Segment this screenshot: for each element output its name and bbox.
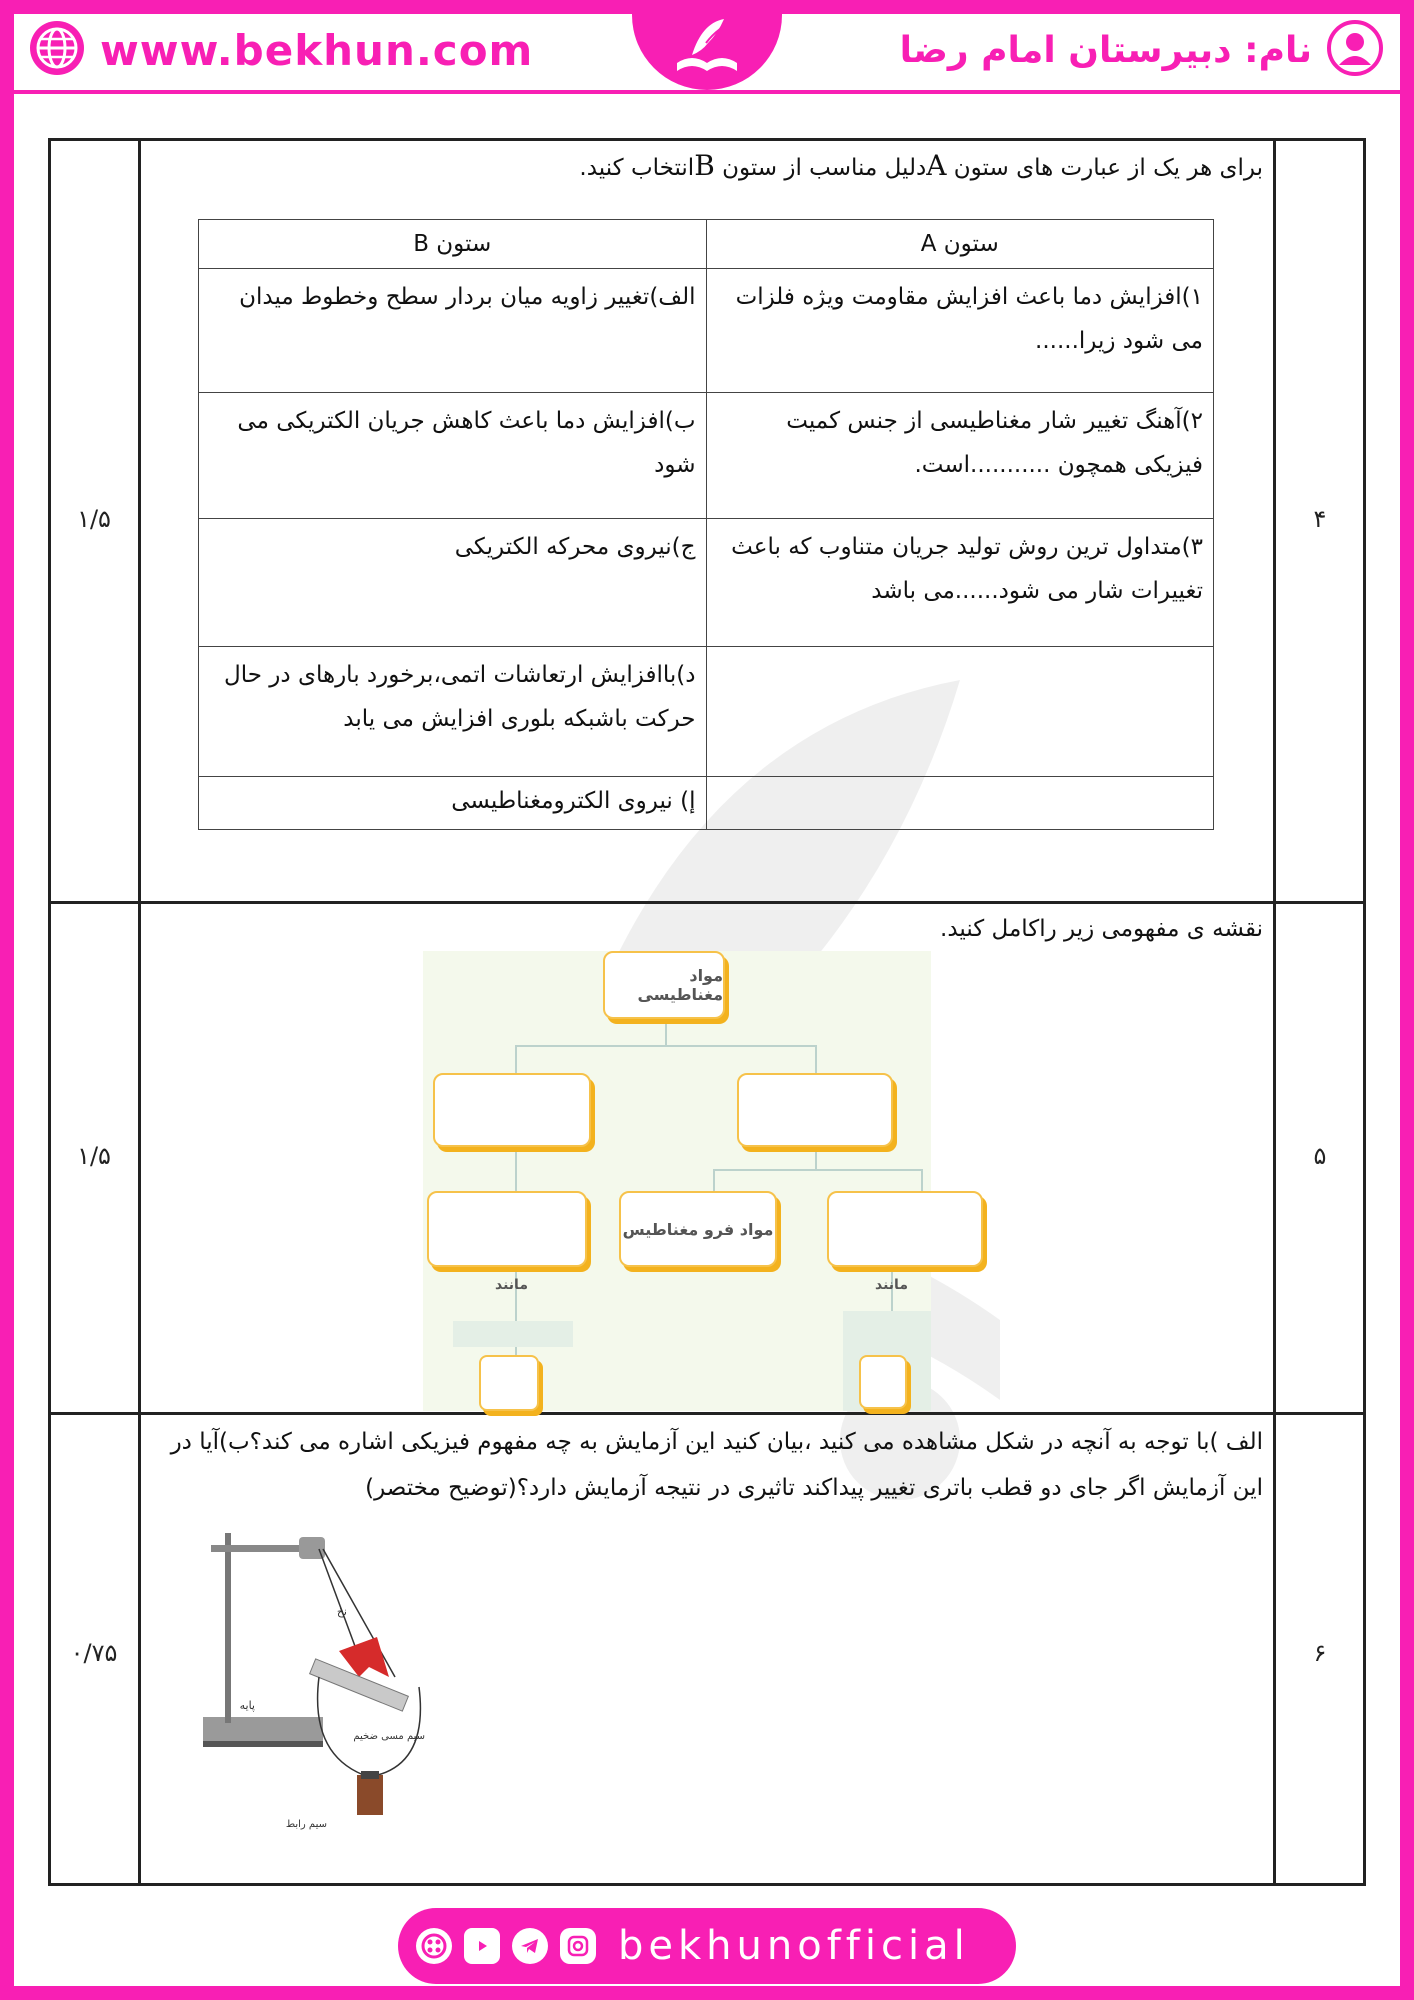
social-handle[interactable]: bekhunofficial: [618, 1923, 970, 1969]
concept-root-box: مواد مغناطیسی: [603, 951, 725, 1019]
question-row-6: [51, 1415, 1363, 1886]
book-pen-icon: [662, 13, 752, 83]
label-stand: پایه: [239, 1699, 255, 1712]
social-footer[interactable]: [398, 1908, 1016, 1984]
telegram-icon[interactable]: [512, 1928, 548, 1964]
site-link[interactable]: [28, 20, 533, 80]
column-a-cell: ۲)آهنگ تغییر شار مغناطیسی از جنس کمیت فیزیکی همچون ...........است.: [706, 393, 1214, 519]
column-a-cell: ۳)متداول ترین روش تولید جریان متناوب که باعث تغییرات شار می شود......می باشد: [706, 519, 1214, 647]
exam-table: [48, 138, 1366, 1886]
question-score: ۰/۷۵: [70, 1639, 118, 1667]
question-number: ۴: [1313, 505, 1327, 533]
question-number: ۶: [1313, 1639, 1327, 1667]
column-a-cell: [706, 777, 1214, 830]
question-row-5: [51, 904, 1363, 1415]
column-a-cell: ۱)افزایش دما باعث افزایش مقاومت ویژه فلزات می شود زیرا......: [706, 269, 1214, 393]
question-number: ۵: [1313, 1142, 1327, 1170]
column-b-cell: إ) نیروی الکترومغناطیسی: [199, 777, 707, 830]
example-label: مانند: [875, 1277, 908, 1293]
question-prompt: الف )با توجه به آنچه در شکل مشاهده می کنید ،بیان کنید این آزمایش به چه مفهوم فیزیکی اشاره می کند؟ب)آیا در این آزمایش اگر جای دو قطب باتری تغییر پیداکند تاثیری در نتیجه آزمایش دارد؟(توضیح مختصر): [170, 1429, 1263, 1501]
column-a-header: ستون A: [706, 220, 1214, 269]
column-b-cell: الف)تغییر زاویه میان بردار سطح وخطوط میدان: [199, 269, 707, 393]
label-connecting-wire: سیم رابط: [285, 1819, 327, 1830]
youtube-icon[interactable]: [464, 1928, 500, 1964]
concept-blank-box[interactable]: [433, 1073, 591, 1147]
instagram-icon[interactable]: [560, 1928, 596, 1964]
question-score: ۱/۵: [77, 1142, 111, 1170]
user-icon: [1326, 19, 1384, 81]
label-thread: نخ: [336, 1605, 347, 1618]
column-b-header: ستون B: [199, 220, 707, 269]
label-copper-wire: سیم مسی ضخیم: [353, 1731, 425, 1742]
column-b-cell: ب)افزایش دما باعث کاهش جریان الکتریکی می شود: [199, 393, 707, 519]
concept-known-box: مواد فرو مغناطیس: [619, 1191, 777, 1267]
concept-blank-box[interactable]: [427, 1191, 587, 1267]
site-url[interactable]: www.bekhun.com: [100, 25, 534, 75]
school-name-block: [900, 20, 1384, 80]
column-b-cell: د)باافزایش ارتعاشات اتمی،برخورد بارهای در حال حرکت باشبکه بلوری افزایش می یابد: [199, 647, 707, 777]
globe-icon: [28, 19, 86, 81]
experiment-figure: [199, 1527, 499, 1847]
concept-map: [423, 951, 931, 1411]
school-name: نام: دبیرستان امام رضا: [899, 29, 1312, 71]
concept-blank-box[interactable]: [827, 1191, 983, 1267]
example-label: مانند: [495, 1277, 528, 1293]
aparat-icon[interactable]: [416, 1928, 452, 1964]
example-blank-box[interactable]: [479, 1355, 539, 1411]
matching-table: [198, 219, 1214, 830]
column-a-cell: [706, 647, 1214, 777]
question-row-4: [51, 141, 1363, 904]
column-b-cell: ج)نیروی محرکه الکتریکی: [199, 519, 707, 647]
question-prompt: برای هر یک از عبارت های ستون Aدلیل مناسب از ستون Bانتخاب کنید.: [579, 149, 1263, 182]
concept-blank-box[interactable]: [737, 1073, 893, 1147]
question-prompt: نقشه ی مفهومی زیر راکامل کنید.: [940, 916, 1263, 942]
question-score: ۱/۵: [77, 505, 111, 533]
example-blank-box[interactable]: [859, 1355, 907, 1409]
